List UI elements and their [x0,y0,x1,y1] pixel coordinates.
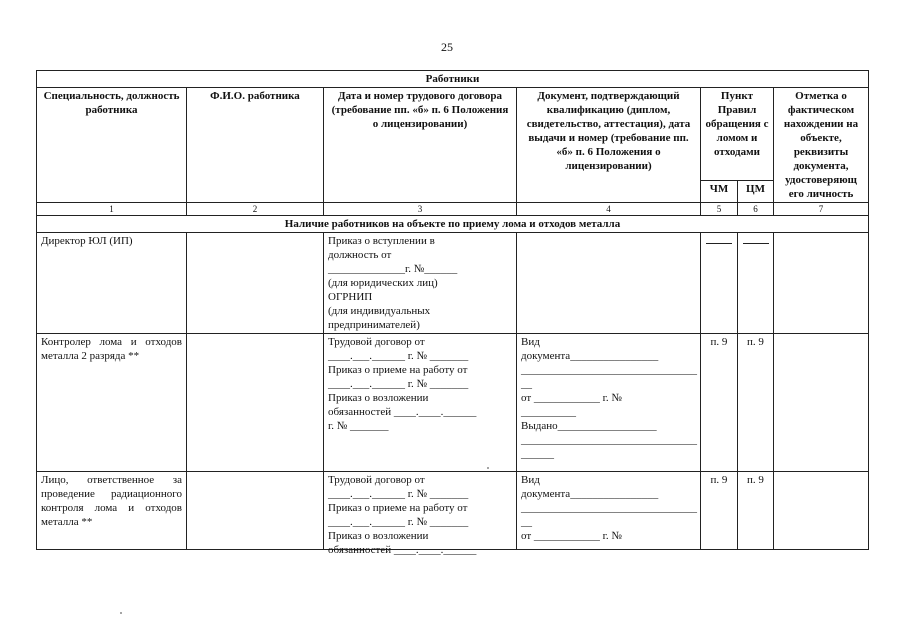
header-position: Специальность, должность работника [37,88,187,203]
position-cell: Директор ЮЛ (ИП) [37,233,187,334]
qualification-cell [517,233,701,334]
presence-cell [774,334,869,472]
table-row [37,472,869,550]
table-row [37,334,869,472]
column-number: 5 [701,203,738,216]
contract-cell: Приказ о вступлении в должность от ______________г. №______ (для юридических лиц) ОГРНИП (для индивидуальных предпринимателей) [324,233,517,334]
fullname-cell [187,472,324,550]
header-contract: Дата и номер трудового договора (требование пп. «б» п. 6 Положения о лицензировании) [324,88,517,203]
presence-cell [774,233,869,334]
column-number: 7 [774,203,869,216]
blank-line [706,243,732,244]
page-number: 25 [441,40,453,54]
cm-cell: п. 9 [738,472,774,550]
header-fullname: Ф.И.О. работника [187,88,324,203]
column-number: 4 [517,203,701,216]
table-row [37,233,869,334]
presence-cell [774,472,869,550]
scan-speck [120,612,122,614]
position-cell: Контролер лома и отходов металла 2 разряда ** [37,334,187,472]
qualification-cell: Вид документа________________ ________________________________ __ от ____________ г. № __________ Выдано__________________ ________________________________ ______ [517,334,701,472]
header-presence-mark: Отметка о фактическом нахождении на объекте, реквизиты документа, удостоверяющ его личность [774,88,869,203]
chm-cell [701,233,738,334]
chm-cell: п. 9 [701,334,738,472]
workers-table [36,70,869,556]
contract-cell: Трудовой договор от ____.___.______ г. № _______ Приказ о приеме на работу от ____.___.______ г. № _______ Приказ о возложении обязанностей ____.____.______ г. № _______ [324,334,517,472]
column-number: 6 [738,203,774,216]
column-numbers-row [37,203,869,216]
column-number: 3 [324,203,517,216]
header-chm: ЧМ [701,181,738,203]
fullname-cell [187,233,324,334]
blank-line [743,243,769,244]
scan-speck [487,467,489,469]
position-cell: Лицо, ответственное за проведение радиационного контроля лома и отходов металла ** [37,472,187,550]
cm-cell [738,233,774,334]
section-title: Наличие работников на объекте по приему лома и отходов металла [37,216,869,233]
chm-cell: п. 9 [701,472,738,550]
contract-cell: Трудовой договор от ____.___.______ г. № _______ Приказ о приеме на работу от ____.___.______ г. № _______ Приказ о возложении обязанностей ____.____.______ [324,472,517,550]
header-qualification: Документ, подтверждающий квалификацию (диплом, свидетельство, аттестация), дата выдачи и номер (требование пп. «б» п. 6 Положения о лицензировании) [517,88,701,203]
table-title: Работники [37,71,869,88]
fullname-cell [187,334,324,472]
column-number: 2 [187,203,324,216]
header-cm: ЦМ [738,181,774,203]
header-rules-item: Пункт Правил обращения с ломом и отходами [701,88,774,181]
column-number: 1 [37,203,187,216]
qualification-cell: Вид документа________________ ________________________________ __ от ____________ г. № [517,472,701,550]
cm-cell: п. 9 [738,334,774,472]
